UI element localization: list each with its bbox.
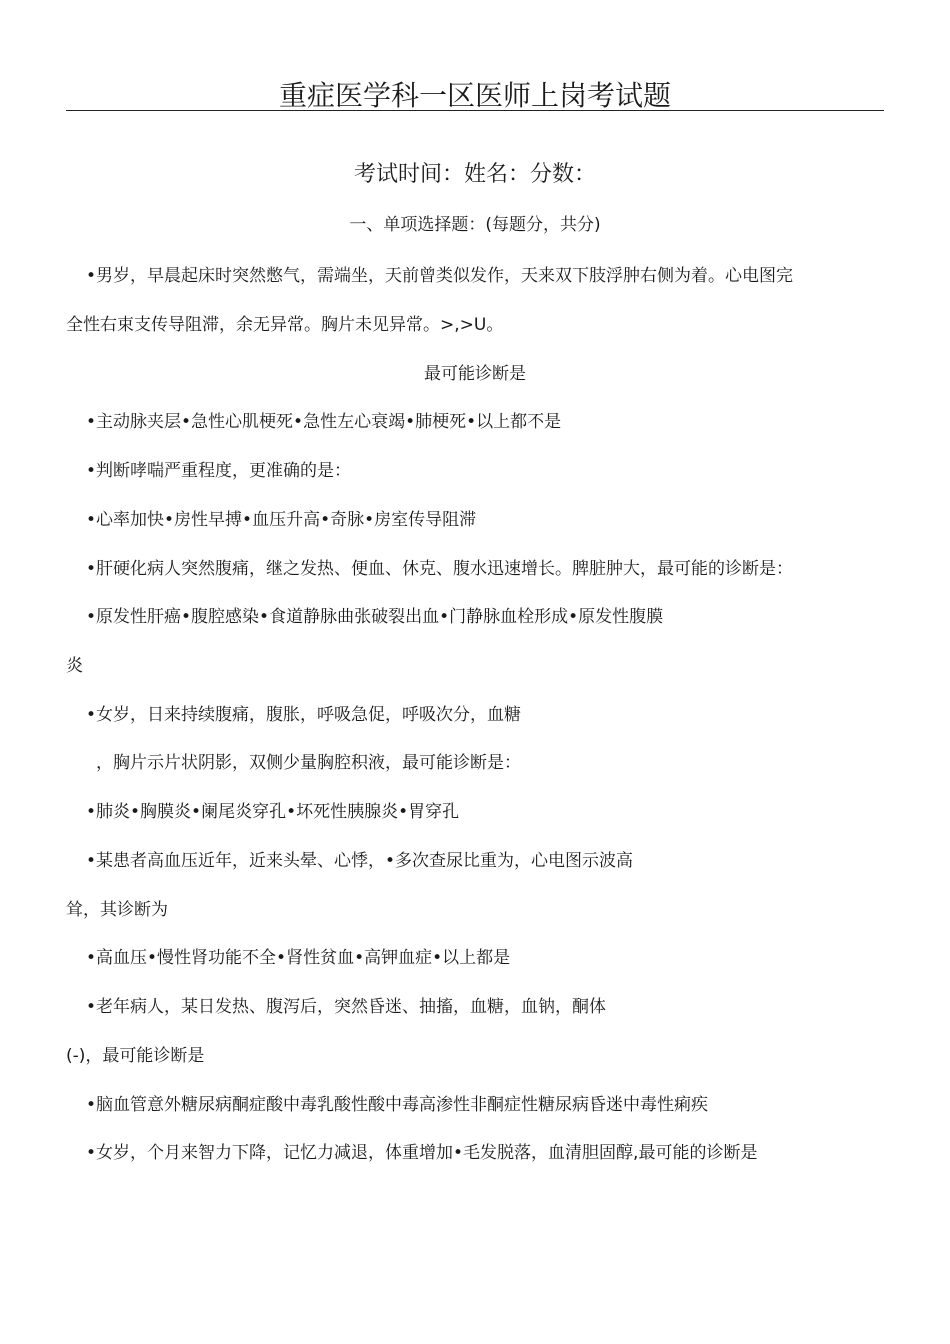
question-5-options: •高血压•慢性肾功能不全•肾性贫血•高钾血症•以上都是	[86, 948, 511, 968]
question-2-stem: •判断哮喘严重程度，更准确的是：	[86, 461, 352, 481]
question-6-options: •脑血管意外糖尿病酮症酸中毒乳酸性酸中毒高渗性非酮症性糖尿病昏迷中毒性痢疾	[86, 1095, 709, 1115]
title-underline	[66, 110, 884, 111]
question-3-options: •原发性肝癌•腹腔感染•食道静脉曲张破裂出血•门静脉血栓形成•原发性腹膜	[86, 607, 664, 627]
question-1-stem: •男岁，早晨起床时突然憋气，需端坐，天前曾类似发作，天来双下肢浮肿右侧为着。心电图完	[86, 266, 794, 286]
question-6-stem: •老年病人，某日发热、腹泻后，突然昏迷、抽搐，血糖，血钠，酮体	[86, 997, 607, 1017]
question-5-stem-cont: 耸，其诊断为	[66, 900, 168, 920]
question-1-stem-cont: 全性右束支传导阻滞，余无异常。胸片未见异常。>,>U。	[66, 315, 504, 335]
question-3-stem: •肝硬化病人突然腹痛，继之发热、便血、休克、腹水迅速增长。脾脏肿大，最可能的诊断是：	[86, 559, 794, 579]
question-4-options: •肺炎•胸膜炎•阑尾炎穿孔•坏死性胰腺炎•胃穿孔	[86, 802, 460, 822]
question-5-stem: •某患者高血压近年，近来头晕、心悸，•多次查尿比重为，心电图示波高	[86, 851, 634, 871]
question-7-stem: •女岁，个月来智力下降，记忆力减退，体重增加•毛发脱落，血清胆固醇,最可能的诊断是	[86, 1143, 758, 1163]
question-6-stem-cont: (-)，最可能诊断是	[66, 1046, 205, 1066]
question-2-options: •心率加快•房性早搏•血压升高•奇脉•房室传导阻滞	[86, 510, 477, 530]
document-title: 重症医学科一区医师上岗考试题	[278, 79, 671, 112]
question-1-options: •主动脉夹层•急性心肌梗死•急性左心衰竭•肺梗死•以上都不是	[86, 412, 562, 432]
question-3-options-cont: 炎	[66, 656, 83, 676]
question-4-stem: •女岁，日来持续腹痛，腹胀，呼吸急促，呼吸次分，血糖	[86, 705, 522, 725]
question-4-stem-cont: ，胸片示片状阴影，双侧少量胸腔积液，最可能诊断是：	[96, 753, 521, 773]
question-1-prompt: 最可能诊断是	[424, 364, 526, 384]
section-heading: 一、单项选择题：(每题分，共分)	[349, 215, 601, 235]
exam-info-line: 考试时间：姓名：分数：	[353, 162, 596, 187]
